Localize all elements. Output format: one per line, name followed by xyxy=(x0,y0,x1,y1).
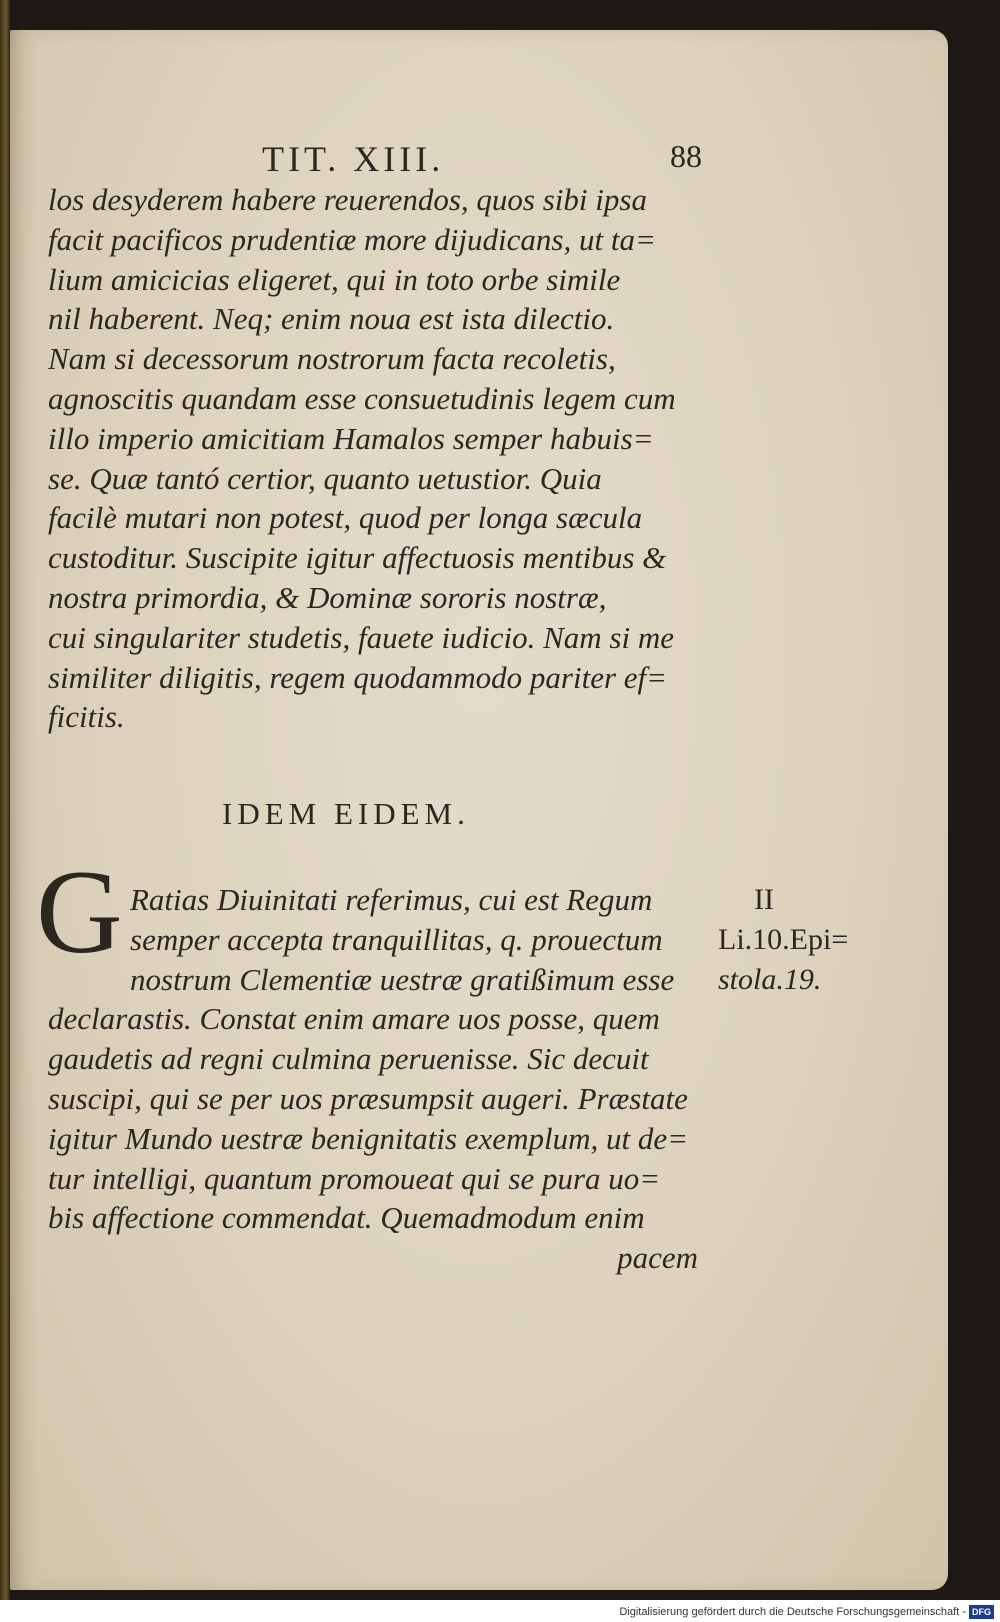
section-heading: IDEM EIDEM. xyxy=(222,796,470,831)
catchword: pacem xyxy=(617,1240,698,1276)
text-line: igitur Mundo uestræ benignitatis exemplum, ut de= xyxy=(48,1120,688,1156)
running-head xyxy=(262,138,702,184)
credit-text: Digitalisierung gefördert durch die Deutsche Forschungsgemeinschaft - xyxy=(619,1606,966,1618)
text-line: declarastis. Constat enim amare uos posse, quem xyxy=(48,1001,660,1037)
text-line: suscipi, qui se per uos præsumpsit augeri. Præstate xyxy=(48,1080,688,1116)
text-line: nostrum Clementiæ uestræ gratißimum esse xyxy=(130,961,675,997)
text-line: semper accepta tranquillitas, q. prouectum xyxy=(130,921,663,957)
text-block-2 xyxy=(48,880,708,1278)
text-line: nil haberent. Neq; enim noua est ista dilectio. xyxy=(48,301,615,337)
text-line: lium amicicias eligeret, qui in toto orbe simile xyxy=(48,261,621,297)
text-line: los desyderem habere reuerendos, quos sibi ipsa xyxy=(48,182,647,217)
text-line: ficitis. xyxy=(48,699,125,735)
text-line: similiter diligitis, regem quodammodo pariter ef= xyxy=(48,659,668,695)
running-head-title: TIT. XIII. xyxy=(262,139,445,179)
drop-cap: G xyxy=(36,845,123,978)
text-block-1 xyxy=(48,180,708,737)
margin-note-number: II xyxy=(754,883,774,916)
text-line: Ratias Diuinitati referimus, cui est Regum xyxy=(130,882,653,917)
text-line: facilè mutari non potest, quod per longa sæcula xyxy=(48,500,643,536)
margin-note-reference: Li.10.Epi= xyxy=(718,923,849,956)
text-line: custoditur. Suscipite igitur affectuosis mentibus & xyxy=(48,540,667,576)
text-line: se. Quæ tantó certior, quanto uetustior. Quia xyxy=(48,460,602,496)
text-line: bis affectione commendat. Quemadmodum enim xyxy=(48,1200,645,1236)
text-line: facit pacificos prudentiæ more dijudicans, ut ta= xyxy=(48,221,656,257)
text-line: tur intelligi, quantum promoueat qui se pura uo= xyxy=(48,1160,661,1196)
book-spine xyxy=(0,0,10,1600)
text-line: nostra primordia, & Dominæ sororis nostræ, xyxy=(48,579,607,615)
text-line: gaudetis ad regni culmina peruenisse. Sic decuit xyxy=(48,1041,649,1077)
text-line: agnoscitis quandam esse consuetudinis legem cum xyxy=(48,380,676,416)
margin-note-reference: stola.19. xyxy=(718,963,822,996)
digitization-credit xyxy=(619,1605,994,1619)
margin-note xyxy=(718,880,868,1000)
page-number: 88 xyxy=(670,138,702,174)
text-line: illo imperio amicitiam Hamalos semper habuis= xyxy=(48,420,654,456)
text-line: cui singulariter studetis, fauete iudicio. Nam si me xyxy=(48,619,674,655)
text-line: Nam si decessorum nostrorum facta recoletis, xyxy=(48,341,616,377)
dfg-logo: DFG xyxy=(969,1605,994,1619)
